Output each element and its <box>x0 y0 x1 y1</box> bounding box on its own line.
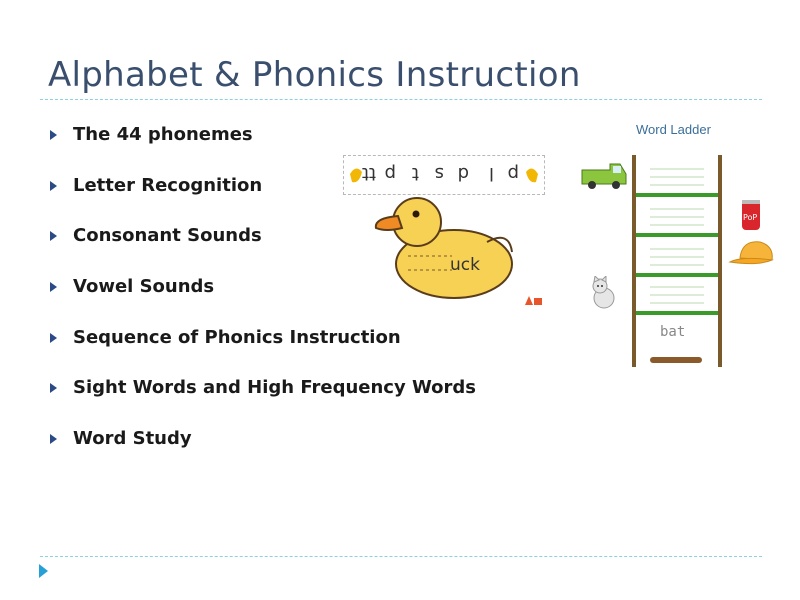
bullet-text: Word Study <box>73 428 192 450</box>
strip-letter: d <box>457 163 469 184</box>
bullet-arrow-icon <box>50 181 57 191</box>
bullet-arrow-icon <box>50 282 57 292</box>
cat-illustration <box>588 276 620 310</box>
strip-letter: tt <box>361 163 376 184</box>
baseball-bat-icon <box>650 357 702 363</box>
cat-icon <box>588 276 620 310</box>
title-divider <box>40 99 762 100</box>
logo-icon <box>521 293 543 307</box>
pop-can-icon <box>739 198 763 232</box>
van-illustration <box>580 162 628 190</box>
bullet-arrow-icon <box>50 231 57 241</box>
letter-strip <box>343 155 545 195</box>
strip-letter: s <box>434 163 444 184</box>
strip-letter: p <box>507 163 519 184</box>
strip-letter: t <box>411 163 419 184</box>
baseball-cap-icon <box>728 238 776 268</box>
word-ladder-title: Word Ladder <box>636 122 711 137</box>
duck-head-icon <box>350 168 362 182</box>
bullet-text: Consonant Sounds <box>73 225 262 247</box>
letter-strip-graphic <box>344 156 544 194</box>
duck-illustration <box>372 190 517 310</box>
bullet-text: Sight Words and High Frequency Words <box>73 377 477 399</box>
ladder-word: bat <box>660 324 686 340</box>
bullet-item <box>50 377 476 428</box>
duck-head-icon <box>526 168 538 182</box>
slide-nav-arrow-icon <box>39 564 48 578</box>
strip-letter: l <box>488 163 494 184</box>
van-icon <box>580 162 628 190</box>
pop-can-illustration <box>739 198 763 232</box>
footer-divider <box>40 556 762 557</box>
duck-word-text: uck <box>450 255 480 275</box>
word-ladder <box>628 155 728 370</box>
duck-icon <box>372 190 517 310</box>
bullet-text: The 44 phonemes <box>73 124 253 145</box>
ladder-graphic <box>628 155 728 370</box>
slide-title: Alphabet & Phonics Instruction <box>48 55 581 95</box>
bullet-text: Letter Recognition <box>73 174 263 196</box>
bullet-arrow-icon <box>50 130 57 140</box>
bullet-text: Sequence of Phonics Instruction <box>73 326 401 348</box>
bullet-text: Vowel Sounds <box>73 276 215 298</box>
bullet-item <box>50 428 476 479</box>
pop-can-label: PoP <box>743 213 758 222</box>
strip-letter: p <box>384 163 396 184</box>
bullet-arrow-icon <box>50 333 57 343</box>
bullet-arrow-icon <box>50 383 57 393</box>
bullet-item <box>50 327 476 378</box>
cap-illustration <box>728 238 776 268</box>
publisher-logo <box>521 292 543 306</box>
bullet-arrow-icon <box>50 434 57 444</box>
